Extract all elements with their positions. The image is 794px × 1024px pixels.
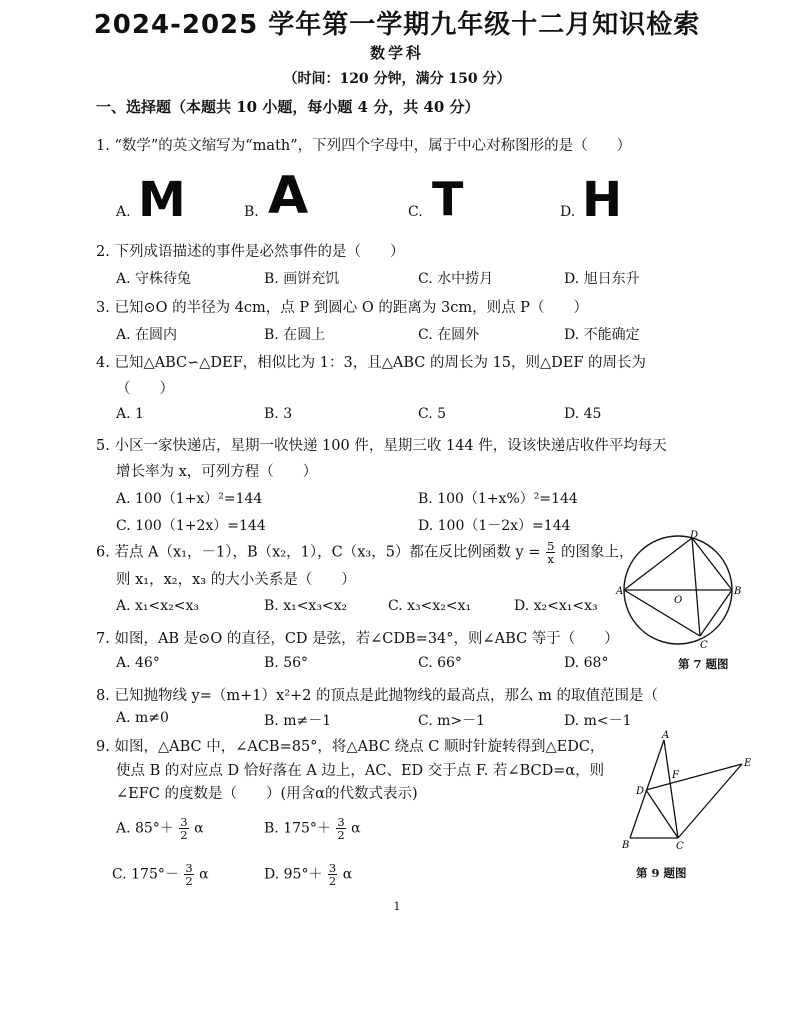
q6-stem-line2: 则 x₁，x₂，x₃ 的大小关系是（ ）	[116, 572, 356, 588]
fig7-chord-ad	[624, 538, 692, 590]
q9-option-d	[264, 862, 352, 887]
q9-option-b-denominator: 2	[337, 828, 345, 842]
q2-option-c: C. 水中捞月	[418, 271, 494, 287]
fig9-segment-de	[646, 764, 742, 790]
fig9-label-f: F	[672, 770, 679, 781]
q5-stem: 5. 小区一家快递店，星期一收快递 100 件，星期三收 144 件，设该快递店收件平均每天	[96, 438, 667, 454]
q9-option-c-fraction	[184, 862, 193, 887]
fig9-label-a: A	[662, 730, 670, 741]
q6-fraction-denominator: x	[547, 552, 554, 566]
q9-option-d-denominator: 2	[328, 874, 337, 888]
q3-option-b: B. 在圆上	[264, 327, 326, 343]
fig9-label-d: D	[636, 786, 645, 797]
q9-option-a-numerator: 3	[180, 815, 188, 829]
q9-stem: 9. 如图，△ABC 中，∠ACB=85°，将△ABC 绕点 C 顺时针旋转得到△EDC，	[96, 739, 605, 755]
fig7-label-o: O	[674, 595, 683, 606]
q8-stem: 8. 已知抛物线 y=（m+1）x²+2 的顶点是此抛物线的最高点，那么 m 的取值范围是（	[96, 688, 658, 704]
exam-info: （时间：120 分钟，满分 150 分）	[283, 71, 511, 87]
fig7-label-a: A	[616, 586, 624, 597]
q5-option-c: C. 100（1+2x）=144	[116, 518, 266, 534]
q9-option-c	[112, 862, 209, 887]
q1-letter-a: A	[268, 166, 309, 226]
q1-option-a-label: A.	[116, 204, 131, 220]
q6-stem-start: 6. 若点 A（x₁，－1），B（x₂，1），C（x₃，5）都在反比例函数 y =	[96, 544, 541, 561]
q6-stem	[96, 540, 634, 565]
q4-stem-line2: （ ）	[116, 381, 174, 397]
fig7-chord-ac	[624, 590, 700, 636]
figure-9-caption: 第 9 题图	[636, 866, 687, 880]
q3-stem: 3. 已知⊙O 的半径为 4cm，点 P 到圆心 O 的距离为 3cm，则点 P（ ）	[96, 300, 588, 316]
q9-option-b-label: B.	[264, 820, 279, 837]
q4-option-b: B. 3	[264, 406, 293, 422]
q2-stem: 2. 下列成语描述的事件是必然事件的是（ ）	[96, 244, 405, 260]
fig9-segment-dc	[646, 790, 678, 838]
q3-option-c: C. 在圆外	[418, 327, 480, 343]
figure-9-rotation-diagram	[620, 728, 760, 852]
q9-option-c-post: α	[199, 866, 209, 883]
q9-stem-line3: ∠EFC 的度数是（ ）(用含α的代数式表示)	[116, 786, 418, 802]
q9-option-c-denominator: 2	[185, 874, 193, 888]
q6-fraction-numerator: 5	[547, 539, 555, 553]
figure-7-caption: 第 7 题图	[678, 657, 729, 671]
q9-option-a-label: A.	[116, 820, 131, 837]
fig7-label-c: C	[700, 640, 708, 651]
q3-option-a: A. 在圆内	[116, 327, 178, 343]
q9-option-c-label: C.	[112, 866, 127, 883]
fig9-label-b: B	[622, 840, 630, 851]
q2-option-a: A. 守株待兔	[116, 271, 192, 287]
q1-letter-t: T	[432, 172, 464, 226]
fig7-chord-dc	[692, 538, 700, 636]
q9-option-c-pre: 175°－	[131, 866, 179, 883]
q7-stem: 7. 如图，AB 是⊙O 的直径，CD 是弦，若∠CDB=34°，则∠ABC 等于（ ）	[96, 631, 619, 647]
q8-option-b: B. m≠－1	[264, 713, 332, 729]
q2-option-d: D. 旭日东升	[564, 271, 640, 287]
q5-option-a: A. 100（1+x）²=144	[116, 491, 263, 507]
q1-letter-h: H	[582, 172, 623, 228]
q6-option-c: C. x₃<x₂<x₁	[388, 598, 472, 614]
q5-stem-line2: 增长率为 x，可列方程（ ）	[116, 464, 318, 480]
q9-option-a-fraction	[179, 816, 188, 841]
q4-stem: 4. 已知△ABC∽△DEF，相似比为 1：3，且△ABC 的周长为 15，则△DEF 的周长为	[96, 355, 647, 371]
page-number: 1	[393, 900, 401, 913]
q1-option-b-label: B.	[244, 204, 259, 220]
q9-option-d-post: α	[342, 866, 353, 883]
q1-letter-m: M	[138, 172, 186, 228]
q8-option-d: D. m<－1	[564, 713, 632, 729]
q9-option-a-post: α	[194, 820, 204, 837]
q9-option-b-pre: 175°＋	[283, 820, 331, 837]
q9-option-d-numerator: 3	[328, 861, 337, 875]
q5-option-b: B. 100（1+x%）²=144	[418, 491, 578, 507]
q1-option-d-label: D.	[560, 204, 576, 220]
q6-option-b: B. x₁<x₃<x₂	[264, 598, 348, 614]
q1-option-c-label: C.	[408, 204, 423, 220]
q6-option-d: D. x₂<x₁<x₃	[514, 598, 598, 614]
q7-option-b: B. 56°	[264, 655, 309, 671]
q6-stem-end: 的图象上，	[561, 544, 634, 561]
q9-option-d-pre: 95°＋	[283, 866, 323, 883]
q8-option-a: A. m≠0	[116, 710, 169, 726]
section-title: 一、选择题（本题共 10 小题，每小题 4 分，共 40 分）	[96, 98, 480, 116]
q6-option-a: A. x₁<x₂<x₃	[116, 598, 199, 614]
q8-option-c: C. m>－1	[418, 713, 486, 729]
q9-option-a-pre: 85°＋	[135, 820, 174, 837]
figure-7-circle-diagram	[618, 530, 748, 652]
fig7-label-b: B	[734, 586, 742, 597]
q3-option-d: D. 不能确定	[564, 327, 640, 343]
q9-option-b-numerator: 3	[337, 815, 345, 829]
fig7-label-d: D	[690, 530, 699, 541]
fig9-segment-ac	[664, 740, 678, 838]
exam-subject: 数学科	[369, 44, 424, 62]
fig9-label-e: E	[744, 758, 752, 769]
q4-option-c: C. 5	[418, 406, 447, 422]
q4-option-d: D. 45	[564, 406, 602, 422]
q7-option-c: C. 66°	[418, 655, 462, 671]
q1-stem: 1. “数学”的英文缩写为“math”，下列四个字母中，属于中心对称图形的是（ ）	[96, 138, 632, 154]
q4-option-a: A. 1	[116, 406, 144, 422]
q2-option-b: B. 画饼充饥	[264, 271, 340, 287]
q7-option-d: D. 68°	[564, 655, 609, 671]
fig9-segment-ec	[678, 764, 742, 838]
q9-option-a	[116, 816, 204, 841]
q7-option-a: A. 46°	[116, 655, 160, 671]
q9-option-d-fraction	[328, 862, 337, 887]
q6-fraction	[546, 540, 555, 565]
q9-option-b-fraction	[336, 816, 345, 841]
q9-option-a-denominator: 2	[180, 828, 188, 842]
q9-option-d-label: D.	[264, 866, 280, 883]
fig9-label-c: C	[676, 841, 684, 852]
exam-title: 2024-2025 学年第一学期九年级十二月知识检索	[93, 10, 701, 40]
q9-option-b	[264, 816, 361, 841]
q9-stem-line2: 使点 B 的对应点 D 恰好落在 A 边上，AC、ED 交于点 F. 若∠BCD=α，则	[116, 763, 605, 779]
q5-option-d: D. 100（1－2x）=144	[418, 518, 571, 534]
q9-option-c-numerator: 3	[185, 861, 193, 875]
q9-option-b-post: α	[351, 820, 361, 837]
